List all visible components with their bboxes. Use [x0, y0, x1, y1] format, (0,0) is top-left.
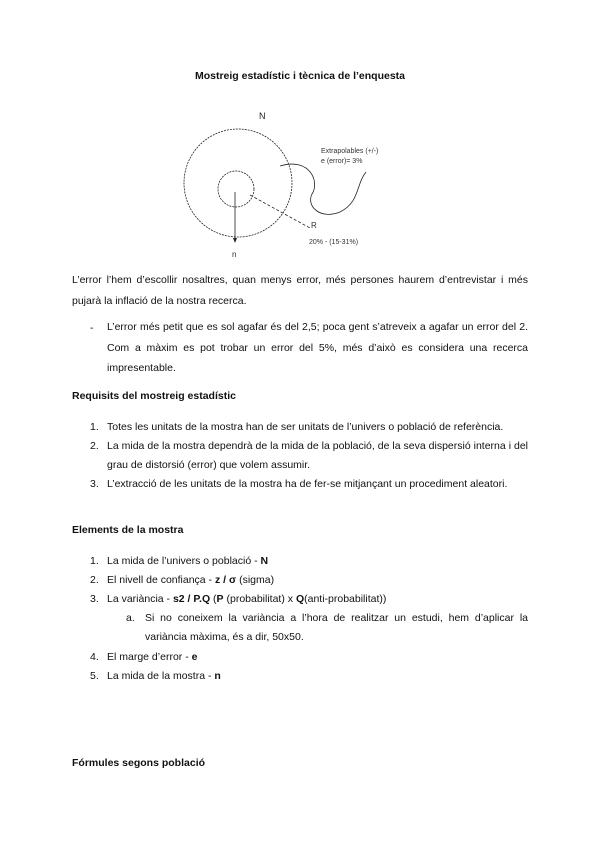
symbol-e: e: [191, 651, 198, 663]
list-number: 2.: [90, 574, 99, 586]
list-number: 3.: [90, 478, 99, 490]
label-percent: 20% - (15-31%): [309, 239, 359, 246]
heading-formules: Fórmules segons població: [72, 757, 206, 769]
list-item: [90, 648, 528, 667]
heading-elements: Elements de la mostra: [72, 524, 184, 536]
label-error: e (error)= 3%: [321, 158, 363, 165]
intro-paragraph: L’error l’hem d’escollir nosaltres, quan menys error, més persones haurem d’entrevistar i més pujarà la inflació de la nostra recerca.: [72, 274, 528, 307]
r-line: [250, 195, 310, 228]
n-arrow-head: [233, 238, 237, 243]
bullet-text: L’error més petit que es sol agafar és del 2,5; poca gent s’atreveix a agafar un error del 2. Com a màxim es pot trobar un error del 5%, més d’això es considera una recerca impresentable.: [107, 321, 528, 374]
list-item: [126, 609, 528, 647]
list-text: La mida de la mostra - n: [107, 670, 221, 682]
list-number: 5.: [90, 670, 99, 682]
list-item: [90, 590, 528, 609]
symbol-N: N: [260, 555, 269, 567]
list-number: 2.: [90, 440, 99, 452]
label-n: n: [232, 250, 237, 259]
list-text: La variància - s2 / P.Q (P (probabilitat) x Q(anti-probabilitat)): [107, 593, 387, 605]
symbol-s2-pq: s2 / P.Q: [172, 593, 211, 605]
extrapolables-curve: [280, 164, 366, 214]
list-item: [90, 437, 528, 475]
list-item: [90, 418, 528, 437]
list-number: 1.: [90, 555, 99, 567]
list-item: [90, 552, 528, 571]
list-text: El marge d’error - e: [107, 651, 198, 663]
list-item: [90, 667, 528, 686]
list-text: L’extracció de les unitats de la mostra ha de fer-se mitjançant un procediment aleatori.: [107, 478, 508, 490]
list-text: Si no coneixem la variància a l’hora de realitzar un estudi, hem d’aplicar la variància màxima, és a dir, 50x50.: [145, 612, 528, 643]
sampling-diagram: [170, 102, 440, 262]
list-number: 3.: [90, 593, 99, 605]
symbol-z-sigma: z / σ: [214, 574, 237, 586]
page-title: Mostreig estadístic i tècnica de l’enquesta: [194, 70, 406, 82]
list-item: [90, 571, 528, 590]
list-text: Totes les unitats de la mostra han de ser unitats de l’univers o població de referència.: [107, 421, 504, 433]
sample-circle: [218, 171, 254, 207]
heading-requisits: Requisits del mostreig estadístic: [72, 390, 236, 402]
list-text: La mida de la mostra dependrà de la mida de la població, de la seva dispersió interna i del grau de distorsió (error) que volem assumir.: [107, 440, 528, 471]
label-R: R: [311, 221, 317, 230]
bullet-marker: -: [90, 322, 94, 334]
list-number: 4.: [90, 651, 99, 663]
label-N: N: [259, 111, 266, 121]
list-text: El nivell de confiança - z / σ (sigma): [107, 574, 275, 586]
population-circle: [184, 129, 292, 237]
symbol-n: n: [214, 670, 221, 682]
list-item: [90, 475, 528, 494]
list-number: a.: [126, 612, 135, 624]
list-text: La mida de l’univers o població - N: [107, 555, 269, 567]
label-extrapolables: Extrapolables (+/-): [321, 148, 379, 155]
list-number: 1.: [90, 421, 99, 433]
